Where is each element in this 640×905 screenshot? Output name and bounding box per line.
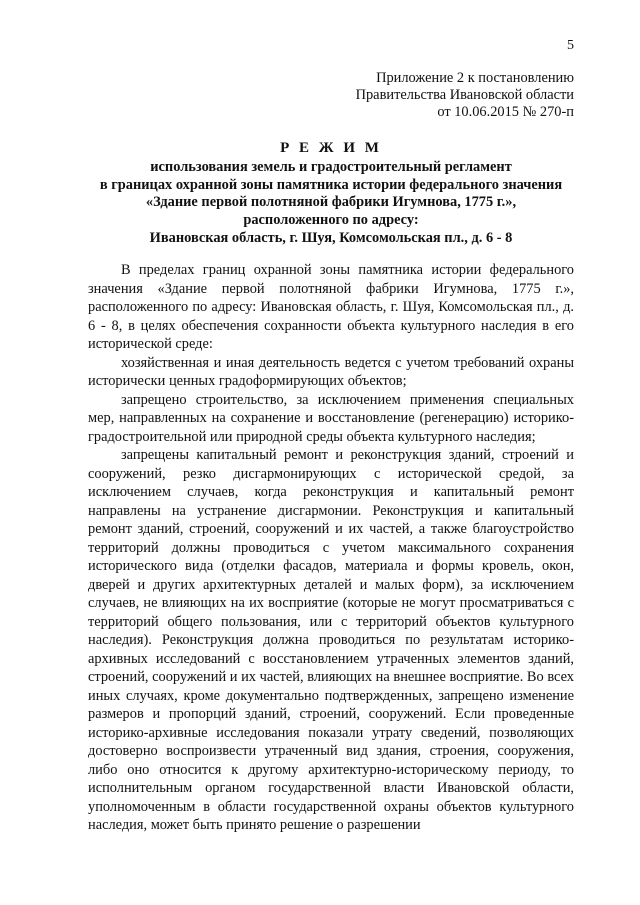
appendix-reference: [254, 70, 574, 121]
appendix-line-1: Приложение 2 к постановлению: [376, 70, 574, 86]
heading-line-2: в границах охранной зоны памятника истории федерального значения: [99, 176, 563, 193]
heading-line-1: использования земель и градостроительный регламент: [150, 158, 512, 175]
body-paragraph-intro: В пределах границ охранной зоны памятника истории федерального значения «Здание первой полотняной фабрики Игумнова, 1775 г.», расположенного по адресу: Ивановская область, г. Шуя, Комсомольская пл., д. 6 - 8, в целях обеспечения сохранности объекта культурного наследия в его исторической среде:: [88, 262, 574, 352]
heading-line-4: расположенного по адресу:: [243, 212, 419, 229]
heading-line-5: Ивановская область, г. Шуя, Комсомольская пл., д. 6 - 8: [149, 229, 513, 246]
document-title: Р Е Ж И М: [280, 140, 382, 156]
appendix-line-3: от 10.06.2015 № 270-п: [437, 104, 574, 120]
page-number: 5: [567, 38, 574, 53]
body-paragraph-repair-reconstruction: запрещены капитальный ремонт и реконструкция зданий, строений и сооружений, резко дисгармонирующих с исторической средой, за исключением случаев, когда реконструкция и капитальный ремонт направлены на устранение дисгармонии. Реконструкция и капитальный ремонт зданий, строений, сооружений и их частей, а также благоустройство территорий должны проводиться с учетом максимального сохранения исторического вида (отделки фасадов, материала и формы кровель, окон, дверей и других архитектурных деталей и малых форм), за исключением случаев, не влияющих на их восприятие (которые не могут просматриваться с территорий общего пользования, или с территорий объектов культурного наследия). Реконструкция должна проводиться по результатам историко-архивных исследований с восстановлением утраченных элементов зданий, строений, сооружений и их частей, влияющих на внешнее восприятие. Во всех иных случаях, кроме документально подтвержденных, запрещено изменение размеров и пропорций зданий, строений, сооружений. Если проведенные историко-архивные исследования показали утрату сведений, позволяющих достоверно воспроизвести утраченный вид здания, строения, сооружения, либо оно относится к другому архитектурно-историческому периоду, то исполнительным органом государственной власти Ивановской области, уполномоченным в области государственной охраны объектов культурного наследия, может быть принято решение о разрешении: [88, 447, 574, 833]
body-paragraph-economic-activity: хозяйственная и иная деятельность ведется с учетом требований охраны исторически ценных градоформирующих объектов;: [88, 354, 574, 389]
heading-line-3: «Здание первой полотняной фабрики Игумнова, 1775 г.»,: [145, 194, 517, 211]
document-body: [88, 261, 574, 835]
document-heading: [88, 140, 574, 248]
appendix-line-2: Правительства Ивановской области: [355, 87, 574, 103]
body-paragraph-construction-ban: запрещено строительство, за исключением применения специальных мер, направленных на сохранение и восстановление (регенерацию) историко-градостроительной или природной среды объекта культурного наследия;: [88, 391, 574, 445]
